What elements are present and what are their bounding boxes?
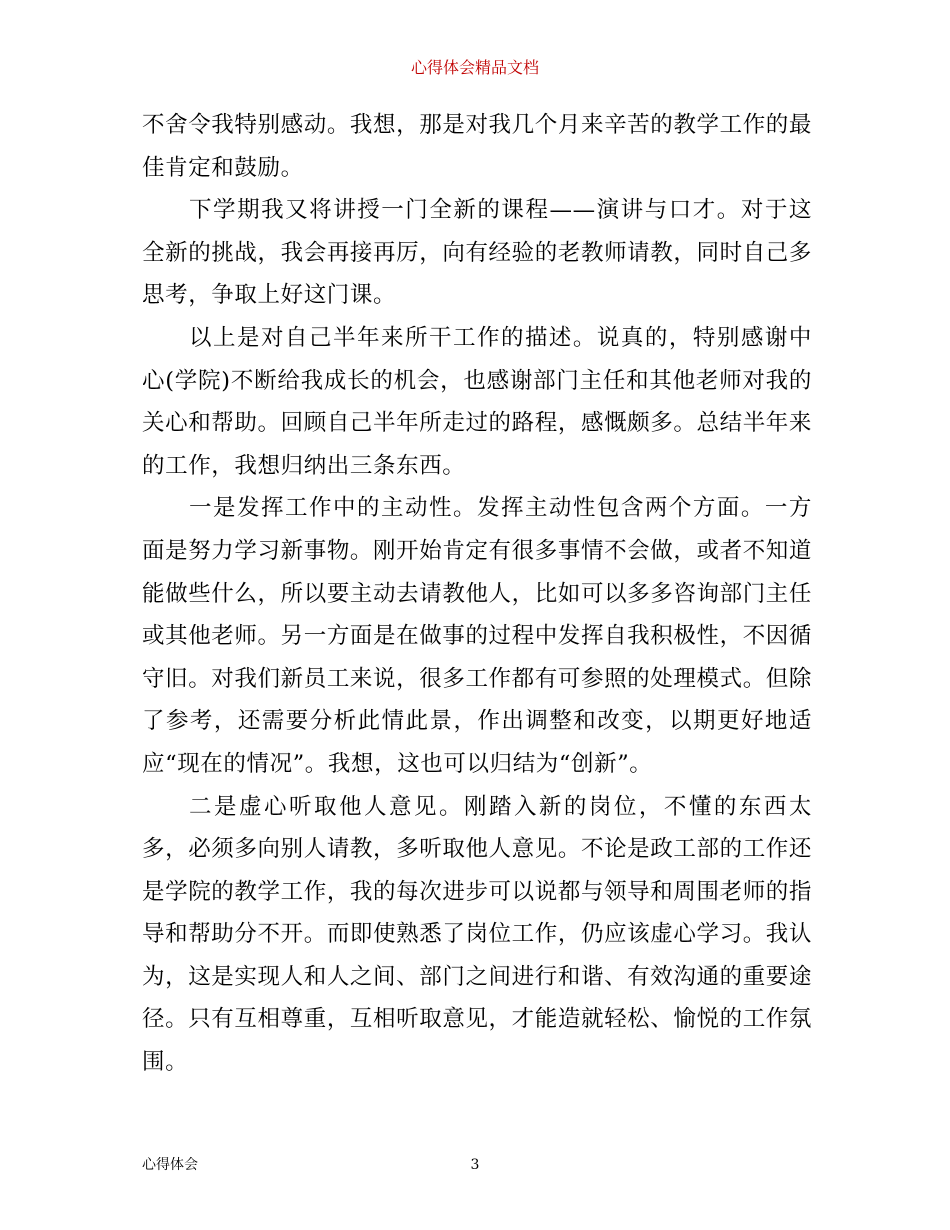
footer-label: 心得体会 <box>142 1157 198 1173</box>
page-number: 3 <box>470 1157 480 1173</box>
paragraph-continued: 不舍令我特别感动。我想，那是对我几个月来辛苦的教学工作的最佳肯定和鼓励。 <box>142 112 812 181</box>
paragraph-summary-intro: 以上是对自己半年来所干工作的描述。说真的，特别感谢中心(学院)不断给我成长的机会，也感谢部门主任和其他老师对我的关心和帮助。回顾自己半年所走过的路程，感慨颇多。总结半年来的工作，我想归纳出三条东西。 <box>142 324 812 479</box>
paragraph-next-semester: 下学期我又将讲授一门全新的课程——演讲与口才。对于这全新的挑战，我会再接再厉，向有经验的老教师请教，同时自己多思考，争取上好这门课。 <box>142 197 812 309</box>
document-body <box>142 104 812 1084</box>
page-header-title: 心得体会精品文档 <box>410 58 539 77</box>
paragraph-point-listening: 二是虚心听取他人意见。刚踏入新的岗位，不懂的东西太多，必须多向别人请教，多听取他人意见。不论是政工部的工作还是学院的教学工作，我的每次进步可以说都与领导和周围老师的指导和帮助分不开。而即使熟悉了岗位工作，仍应该虚心学习。我认为，这是实现人和人之间、部门之间进行和谐、有效沟通的重要途径。只有互相尊重，互相听取意见，才能造就轻松、愉悦的工作氛围。 <box>142 793 812 1076</box>
paragraph-point-initiative: 一是发挥工作中的主动性。发挥主动性包含两个方面。一方面是努力学习新事物。刚开始肯定有很多事情不会做，或者不知道能做些什么，所以要主动去请教他人，比如可以多多咨询部门主任或其他老师。另一方面是在做事的过程中发挥自我积极性，不因循守旧。对我们新员工来说，很多工作都有可参照的处理模式。但除了参考，还需要分析此情此景，作出调整和改变，以期更好地适应“现在的情况”。我想，这也可以归结为“创新”。 <box>142 495 812 777</box>
